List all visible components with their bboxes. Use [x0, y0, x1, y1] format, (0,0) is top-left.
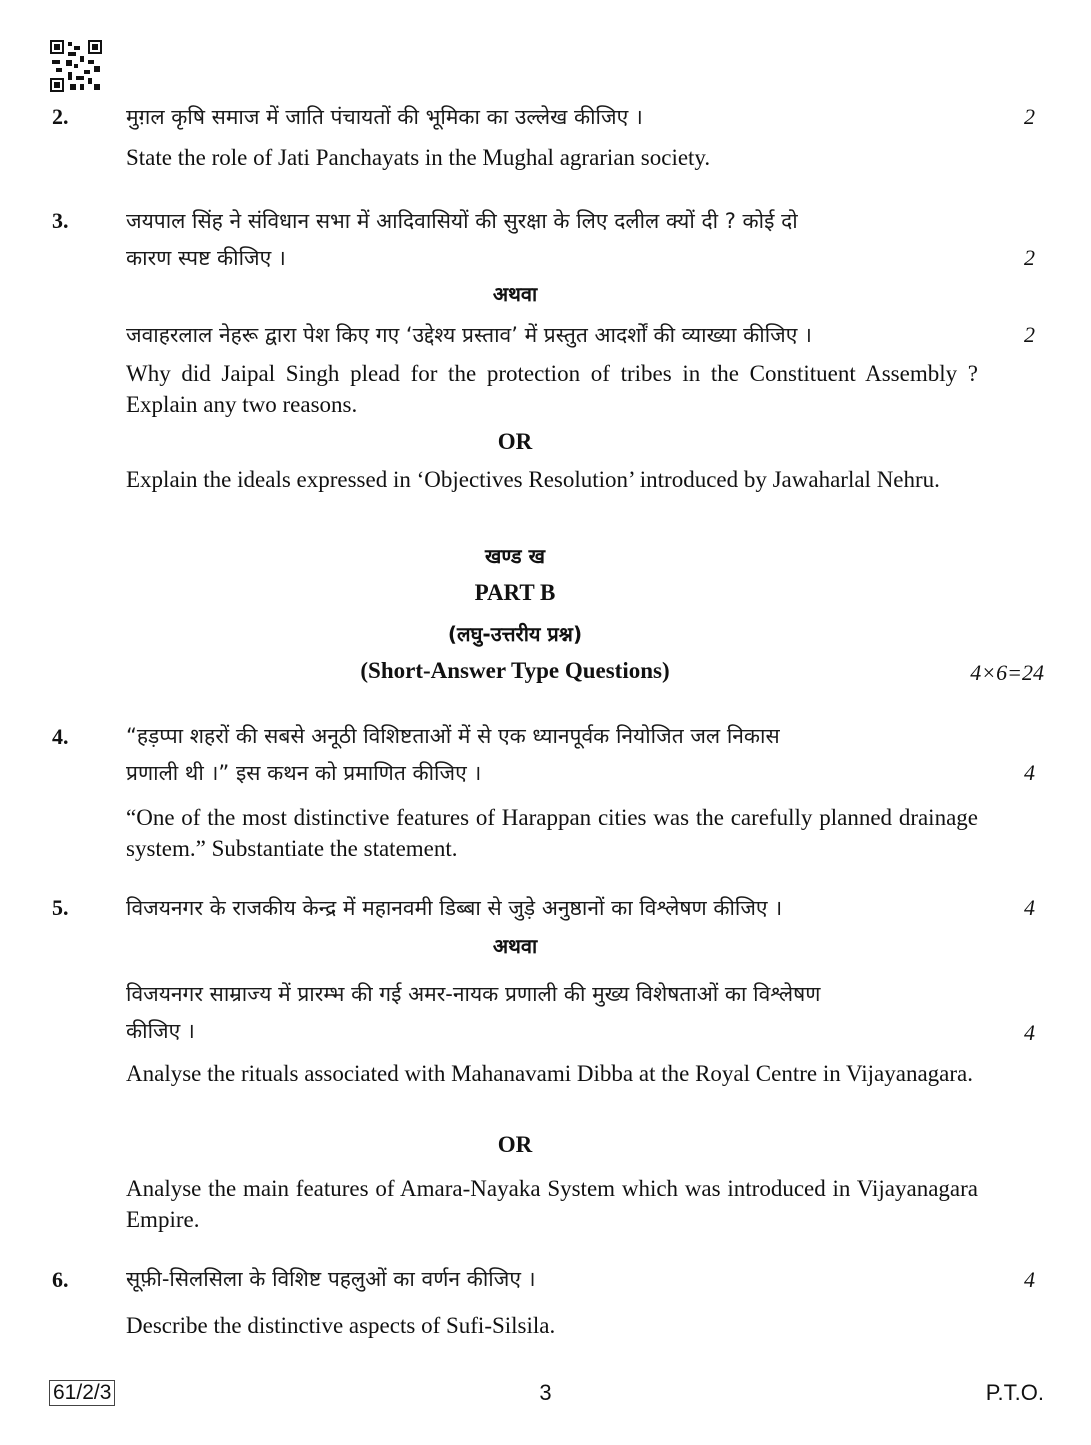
question-3-alt-english: Explain the ideals expressed in ‘Objectives Resolution’ introduced by Jawaharlal Nehru.: [126, 467, 940, 492]
question-3-english: Why did Jaipal Singh plead for the protection of tribes in the Constituent Assembly ? Explain any two reasons.: [126, 361, 978, 417]
question-number: 6.: [52, 1267, 69, 1292]
question-3-hindi-line2: कारण स्पष्ट कीजिए ।: [126, 246, 286, 270]
pto-label: P.T.O.: [985, 1380, 1044, 1405]
question-2-hindi: मुग़ल कृषि समाज में जाति पंचायतों की भूमिका का उल्लेख कीजिए ।: [126, 105, 643, 129]
question-3-alt-hindi: जवाहरलाल नेहरू द्वारा पेश किए गए ‘उद्देश्य प्रस्ताव’ में प्रस्तुत आदर्शों की व्याख्या कीजिए ।: [126, 323, 813, 347]
question-6-hindi: सूफ़ी-सिलसिला के विशिष्ट पहलुओं का वर्णन कीजिए ।: [126, 1267, 536, 1291]
question-6-english: Describe the distinctive aspects of Sufi-Silsila.: [126, 1313, 556, 1338]
question-5-alt-hindi-line2: कीजिए ।: [126, 1019, 195, 1043]
or-english: OR: [497, 1132, 533, 1157]
or-hindi: अथवा: [492, 282, 538, 306]
question-2-marks: 2: [1024, 104, 1035, 129]
section-hindi-title: खण्ड ख: [485, 544, 545, 568]
question-4-marks: 4: [1024, 760, 1035, 785]
question-4-hindi-line2: प्रणाली थी ।” इस कथन को प्रमाणित कीजिए ।: [126, 761, 482, 785]
page-number: 3: [539, 1380, 552, 1405]
question-6-marks: 4: [1024, 1267, 1035, 1292]
question-5-hindi: विजयनगर के राजकीय केन्द्र में महानवमी डिब्बा से जुड़े अनुष्ठानों का विश्लेषण कीजिए ।: [126, 896, 783, 920]
question-3-hindi-line1: जयपाल सिंह ने संविधान सभा में आदिवासियों की सुरक्षा के लिए दलील क्यों दी ? कोई दो: [126, 209, 798, 233]
question-4-english: “One of the most distinctive features of Harappan cities was the carefully planned drainage system.” Substantiate the statement.: [126, 805, 978, 861]
question-3-alt-marks: 2: [1024, 322, 1035, 347]
question-5-alt-hindi-line1: विजयनगर साम्राज्य में प्रारम्भ की गई अमर-नायक प्रणाली की मुख्य विशेषताओं का विश्लेषण: [126, 982, 821, 1006]
question-number: 2.: [52, 104, 69, 129]
question-number: 3.: [52, 208, 69, 233]
or-hindi: अथवा: [492, 934, 538, 958]
section-english-subtitle: (Short-Answer Type Questions): [360, 658, 670, 683]
question-number: 4.: [52, 724, 69, 749]
section-marks-scheme: 4×6=24: [970, 660, 1044, 685]
question-5-alt-english: Analyse the main features of Amara-Nayaka System which was introduced in Vijayanagara Empire.: [126, 1176, 978, 1232]
question-number: 5.: [52, 895, 69, 920]
question-5-english: Analyse the rituals associated with Mahanavami Dibba at the Royal Centre in Vijayanagara.: [126, 1061, 974, 1086]
or-english: OR: [497, 429, 533, 454]
paper-code: 61/2/3: [49, 1380, 115, 1406]
question-3-marks: 2: [1024, 245, 1035, 270]
question-5-marks: 4: [1024, 895, 1035, 920]
question-5-alt-marks: 4: [1024, 1020, 1035, 1045]
question-4-hindi-line1: “हड़प्पा शहरों की सबसे अनूठी विशिष्टताओं में से एक ध्यानपूर्वक नियोजित जल निकास: [126, 724, 780, 748]
question-2-english: State the role of Jati Panchayats in the Mughal agrarian society.: [126, 145, 711, 170]
section-hindi-subtitle: (लघु-उत्तरीय प्रश्न): [447, 622, 583, 646]
qr-code-icon: [50, 40, 102, 92]
section-english-title: PART B: [474, 580, 556, 605]
